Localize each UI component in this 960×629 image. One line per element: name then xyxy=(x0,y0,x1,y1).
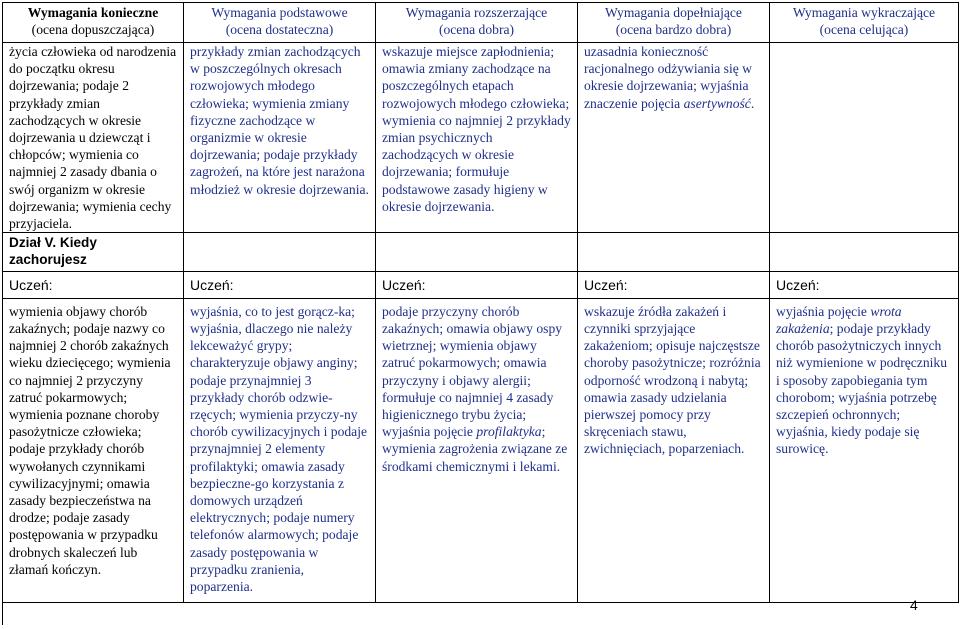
header-subtitle: (ocena dopuszczająca) xyxy=(31,22,155,38)
header-cell-dopelniajace xyxy=(578,3,770,43)
row1-c4-term: asertywność xyxy=(683,95,751,111)
row2-c5-text: wyjaśnia pojęcie xyxy=(776,303,871,319)
header-subtitle: (ocena dostateczna) xyxy=(225,22,334,38)
row1-cell-konieczne: życia człowieka od narodzenia do początku okresu dojrzewania; podaje 2 przykłady zmian zachodzących w okresie dojrzewania u dziewcząt i chłopców; wymienia co najmniej 2 zasady dbania o swój organizm w okresie dojrzewania; wymienia cechy przyjaciela. xyxy=(3,43,184,233)
row2-c3-term: profilaktyka xyxy=(476,424,542,440)
section-blank xyxy=(578,233,770,271)
header-title: Wymagania wykraczające xyxy=(792,5,936,20)
margin-rule xyxy=(2,598,3,625)
header-row xyxy=(3,3,959,43)
requirements-table xyxy=(2,2,959,603)
uczen-label: Uczeń: xyxy=(770,271,959,298)
uczen-label: Uczeń: xyxy=(376,271,578,298)
row2-cell-wykraczajace xyxy=(770,298,959,602)
row2-cell-rozszerzajace xyxy=(376,298,578,602)
header-title: Wymagania rozszerzające xyxy=(405,5,548,20)
row2-cell-konieczne: wymienia objawy chorób zakaźnych; podaje nazwy co najmniej 2 chorób zakaźnych wieku dziecięcego; wymienia co najmniej 2 przyczyny zatruć pokarmowych; wymienia poznane choroby pasożytnicze człowieka; podaje przykłady chorób wywołanych czynnikami cywilizacyjnymi; omawia zasady bezpieczeństwa na drodze; podaje zasady postępowania w przypadku drobnych skaleczeń lub złamań kończyn. xyxy=(3,298,184,602)
section-row xyxy=(3,233,959,271)
uczen-row xyxy=(3,271,959,298)
row1-cell-rozszerzajace: wskazuje miejsce zapłodnienia; omawia zmiany zachodzące na poszczególnych etapach rozwojowych młodego człowieka; wymienia co najmniej 2 przykłady zmian psychicznych zachodzących w okresie dojrzewania; formułuje podstawowe zasady higieny w okresie dojrzewania. xyxy=(376,43,578,233)
row1-cell-podstawowe: przykłady zmian zachodzących w poszczególnych okresach rozwojowych młodego człowieka; wymienia zmiany fizyczne zachodzące w organizmie w okresie dojrzewania; podaje przykłady zagrożeń, na które jest narażona młodzież w okresie dojrzewania. xyxy=(184,43,376,233)
row2-c3-text: podaje przyczyny chorób zakaźnych; omawia objawy ospy wietrznej; wymienia objawy zatruć pokarmowych; omawia przyczyny i objawy alergii; formułuje co najmniej 4 zasady higienicznego trybu życia; wyjaśnia pojęcie xyxy=(382,303,563,440)
content-row-1 xyxy=(3,43,959,233)
uczen-label: Uczeń: xyxy=(578,271,770,298)
row1-c4-text: uzasadnia konieczność racjonalnego odżywiania się w okresie dojrzewania; wyjaśnia znaczenie pojęcia xyxy=(584,44,752,111)
row2-cell-dopelniajace: wskazuje źródła zakażeń i czynniki sprzyjające zakażeniom; opisuje najczęstsze choroby pasożytnicze; rozróżnia odporność wrodzoną i nabytą; omawia zasady udzielania pierwszej pomocy przy skręceniach stawu, zwichnięciach, poparzeniach. xyxy=(578,298,770,602)
row2-c5-term: wrota zakażenia xyxy=(776,303,902,337)
uczen-label: Uczeń: xyxy=(3,271,184,298)
header-cell-konieczne xyxy=(3,3,184,43)
header-cell-podstawowe xyxy=(184,3,376,43)
row2-cell-podstawowe: wyjaśnia, co to jest gorącz-ka; wyjaśnia, dlaczego nie należy lekceważyć grypy; charakteryzuje objawy anginy; podaje przynajmniej 3 przykłady chorób odzwie-rzęcych; wymienia przyczy-ny chorób cywilizacyjnych i podaje przynajmniej 2 elementy profilaktyki; omawia zasady bezpieczne-go korzystania z domowych urządzeń elektrycznych; podaje numery telefonów alarmowych; podaje zasady postępowania w przypadku zranienia, poparzenia. xyxy=(184,298,376,602)
header-title: Wymagania konieczne xyxy=(27,5,159,20)
section-title: Dział V. Kiedy zachorujesz xyxy=(3,233,184,271)
section-blank xyxy=(770,233,959,271)
header-subtitle: (ocena dobra) xyxy=(438,22,515,38)
header-title: Wymagania dopełniające xyxy=(605,5,742,20)
header-cell-rozszerzajace xyxy=(376,3,578,43)
uczen-label: Uczeń: xyxy=(184,271,376,298)
row1-cell-dopelniajace xyxy=(578,43,770,233)
row1-cell-wykraczajace xyxy=(770,43,959,233)
header-subtitle: (ocena celująca) xyxy=(819,22,909,38)
section-blank xyxy=(184,233,376,271)
header-cell-wykraczajace xyxy=(770,3,959,43)
row2-c5-end: ; podaje przykłady chorób pasożytniczych innych niż wymienione w podręczniku i sposoby zapobiegania tym chorobom; wyjaśnia potrzebę szczepień ochronnych; wyjaśnia, kiedy podaje się surowicę. xyxy=(776,321,948,457)
content-row-2 xyxy=(3,298,959,602)
row1-c4-end: . xyxy=(750,95,755,111)
section-blank xyxy=(376,233,578,271)
row2-c3-end: ; wymienia zagrożenia związane ze środkami chemicznymi i lekami. xyxy=(382,424,568,474)
page-number: 4 xyxy=(910,597,918,613)
header-title: Wymagania podstawowe xyxy=(211,5,348,20)
header-subtitle: (ocena bardzo dobra) xyxy=(615,22,732,38)
